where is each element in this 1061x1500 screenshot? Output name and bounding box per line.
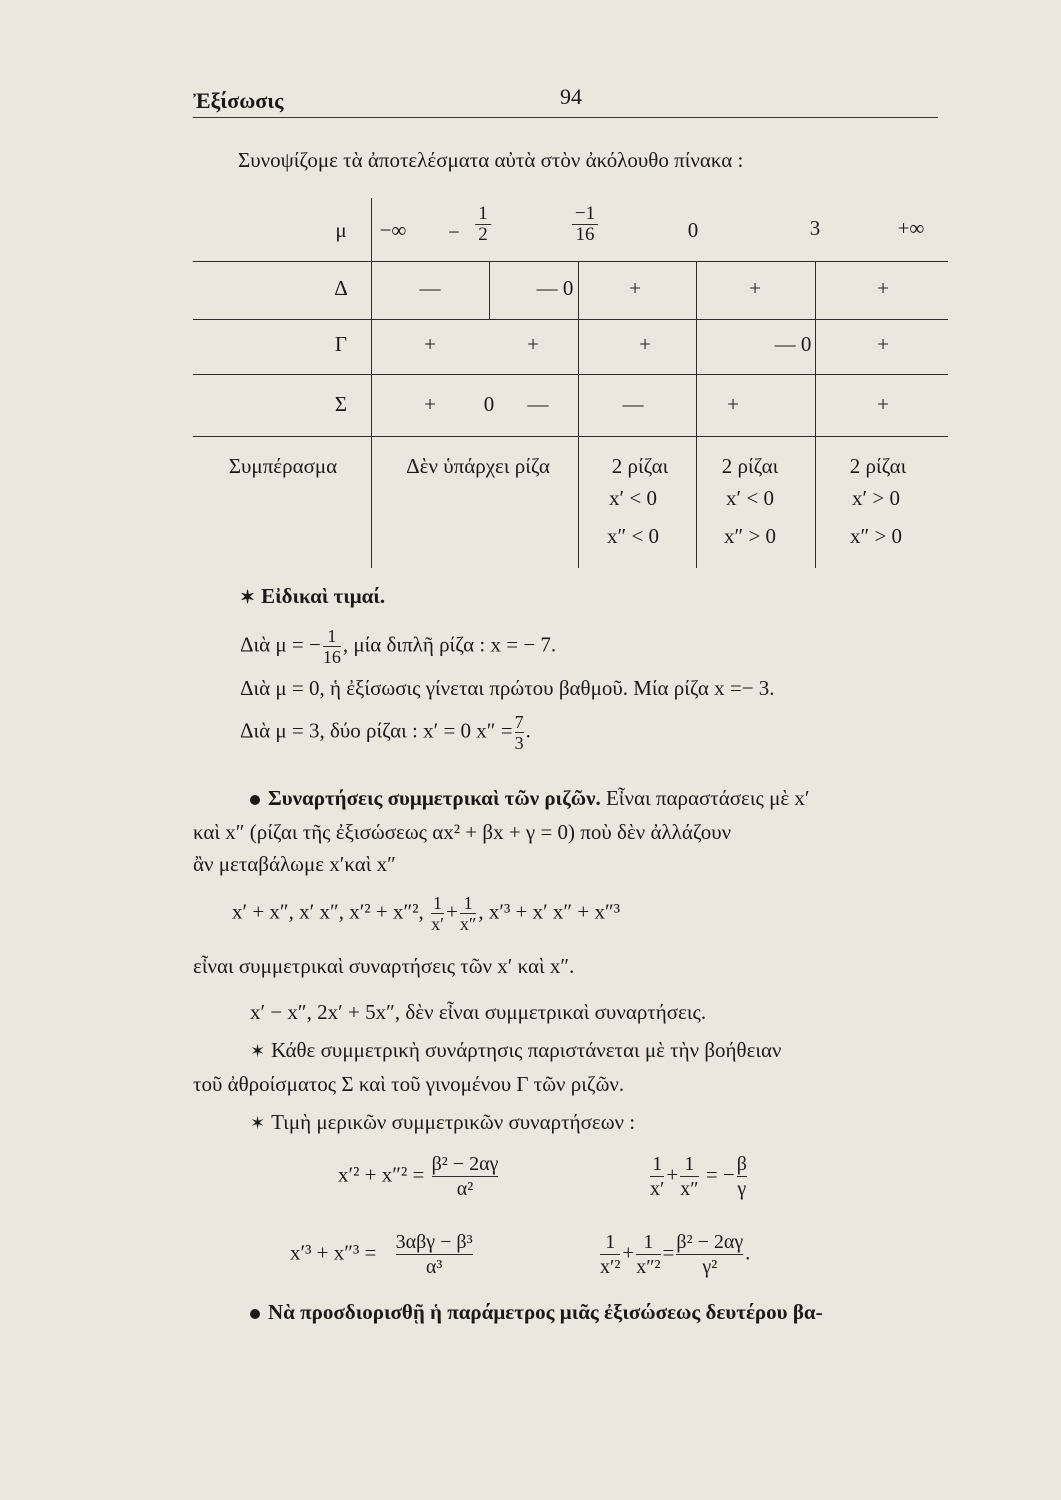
special-l1-num: 1 [327,626,337,646]
symmetric-frac-xp [431,893,444,934]
mu-neg-infinity: −∞ [379,218,407,242]
formula4-frac-a-num: 1 [605,1231,616,1253]
symmetric-p1-rest: Εἶναι παραστάσεις μὲ x′ [600,786,810,810]
header-rule [193,117,938,118]
star-icon: ✶ [240,587,256,607]
mu-three: 3 [809,216,821,240]
delta-cell-4: + [749,276,761,300]
formula1-lhs: x′² + x″² = [338,1162,425,1187]
table-hline-2 [193,319,948,320]
symmetric-paragraph-line-1 [250,786,809,811]
conclusion-two-roots-b: 2 ρίζαι [721,454,779,478]
formula3-num: 3αβγ − β³ [395,1231,473,1253]
sigma-cell-6: + [877,392,889,416]
formula1-fraction [432,1152,499,1201]
formula4-frac-a-den: x′² [600,1256,621,1278]
formula-sum-cubes [290,1230,475,1279]
row-label-delta: Δ [334,276,348,300]
conclusion-c-root2: x″ > 0 [849,524,903,548]
symmetric-expr-a: x′ + x″, x′ x″, x′² + x″², [232,899,424,924]
formula2-frac-a [650,1152,664,1201]
star-icon: ✶ [250,1041,266,1061]
formula4-frac-b-num: 1 [643,1231,654,1253]
sigma-cell-3: — [527,392,549,416]
special-l3-den: 3 [514,733,524,753]
symmetric-frac-xpp [460,893,477,934]
mu-zero: 0 [687,218,699,242]
symmetric-paragraph-line-5: x′ − x″, 2x′ + 5x″, δὲν εἶναι συμμετρικαὶ συναρτήσεις. [250,1000,707,1024]
mu-sixteenth-denominator: 16 [575,224,595,245]
formula2-frac-a-den: x′ [650,1178,665,1200]
table-hline-1 [193,261,948,262]
bullet-icon [250,795,260,805]
formula4-post: . [745,1240,751,1265]
table-vline-labels [371,198,372,568]
delta-cell-1: — [419,276,441,300]
mu-half-numerator: 1 [478,203,488,224]
special-l3-post: . [525,718,531,743]
special-l1-den: 16 [322,647,341,667]
formula4-frac-c-num: β² − 2αγ [676,1231,744,1253]
special-l1-post: , μία διπλῆ ρίζα : x = − 7. [342,632,557,657]
formula4-frac-a [600,1230,620,1279]
sign-table [193,198,948,568]
table-hline-4 [193,436,948,437]
special-line-3 [240,712,531,753]
symmetric-p6-text: Κάθε συμμετρικὴ συνάρτησις παριστάνεται μὲ τὴν βοήθειαν [271,1038,782,1062]
special-l3-fraction [515,712,524,753]
symmetric-paragraph-line-6 [250,1038,782,1063]
table-vline-sixteenth [578,261,579,568]
formula2-frac-b-den: x″ [680,1178,699,1200]
conclusion-a-root1: x′ < 0 [609,486,657,510]
symmetric-heading: Συναρτήσεις συμμετρικαὶ τῶν ριζῶν. [268,786,601,810]
mu-half-denominator: 2 [478,224,488,245]
special-l3-num: 7 [514,712,524,732]
symmetric-paragraph-line-8 [250,1110,635,1135]
row-label-sigma: Σ [334,392,348,416]
conclusion-b-root2: x″ > 0 [723,524,777,548]
formula2-frac-c [737,1152,747,1201]
formula-sum-squares [338,1152,500,1201]
formula2-frac-b-num: 1 [684,1153,695,1175]
symmetric-frac-xpp-num: 1 [463,893,473,913]
symmetric-paragraph-line-2: καὶ x″ (ρίζαι τῆς ἐξισώσεως αx² + βx + γ = 0) ποὺ δὲν ἀλλάζουν [193,820,732,844]
mu-fraction-half [475,204,491,245]
formula2-frac-c-num: β [736,1153,747,1175]
special-line-2: Διὰ μ = 0, ἡ ἐξίσωσις γίνεται πρώτου βαθμοῦ. Μία ρίζα x =− 3. [240,676,775,700]
gamma-cell-4: — 0 [774,332,812,356]
running-title: Ἐξίσωσις [193,88,284,113]
symmetric-paragraph-line-4: εἶναι συμμετρικαὶ συναρτήσεις τῶν x′ καὶ x″. [193,954,575,978]
formula3-fraction [396,1230,473,1279]
delta-cell-3: + [629,276,641,300]
sigma-cell-1: + [424,392,436,416]
star-icon: ✶ [250,1113,266,1133]
bullet-icon [250,1309,260,1319]
page-number: 94 [560,84,582,109]
symmetric-examples [232,893,620,934]
formula4-eq: = [662,1240,675,1265]
row-label-mu: μ [335,218,347,242]
mu-pos-infinity: +∞ [897,216,925,240]
formula2-plus: + [666,1162,679,1187]
special-l1-fraction [323,626,341,667]
special-values-heading [240,584,385,609]
row-label-conclusion: Συμπέρασμα [228,454,338,478]
sigma-cell-4: — [622,392,644,416]
conclusion-c-root1: x′ > 0 [852,486,900,510]
formula-sum-reciprocal-squares [598,1230,750,1279]
special-l1-pre: Διὰ μ = − [240,632,321,657]
symmetric-paragraph-line-3: ἂν μεταβάλωμε x′καὶ x″ [193,852,396,876]
row-label-gamma: Γ [334,332,348,356]
formula2-frac-b [680,1152,698,1201]
conclusion-a-root2: x″ < 0 [606,524,660,548]
formula2-frac-a-num: 1 [652,1153,663,1175]
table-vline-zero [696,261,697,568]
special-l3-pre: Διὰ μ = 3, δύο ρίζαι : x′ = 0 x″ = [240,718,513,743]
formula4-plus: + [622,1240,635,1265]
special-heading-text: Εἰδικαὶ τιμαί. [261,584,386,608]
gamma-cell-3: + [639,332,651,356]
symmetric-p8-text: Τιμὴ μερικῶν συμμετρικῶν συναρτήσεων : [271,1110,636,1134]
formula4-frac-b [636,1230,660,1279]
formula4-frac-b-den: x″² [636,1256,661,1278]
symmetric-frac-xp-num: 1 [433,893,443,913]
formula2-eq: = − [705,1162,735,1187]
symmetric-frac-xp-den: x′ [431,914,444,934]
formula1-num: β² − 2αγ [431,1153,499,1175]
parameter-heading-line [250,1300,823,1325]
formula-sum-reciprocals [648,1152,749,1201]
formula3-den: α³ [425,1256,443,1278]
mu-half-minus: − [448,220,460,244]
formula2-frac-c-den: γ [737,1178,747,1200]
delta-cell-2: — 0 [536,276,574,300]
conclusion-no-root: Δὲν ὑπάρχει ρίζα [406,454,550,478]
sigma-cell-2: 0 [483,392,495,416]
table-vline-half [489,261,490,319]
gamma-cell-1: + [424,332,436,356]
delta-cell-5: + [877,276,889,300]
formula1-den: α² [456,1178,474,1200]
symmetric-frac-xpp-den: x″ [459,914,477,934]
formula4-frac-c-den: γ² [702,1256,718,1278]
mu-fraction-sixteenth [572,204,598,245]
gamma-cell-2: + [527,332,539,356]
gamma-cell-5: + [877,332,889,356]
intro-sentence: Συνοψίζομε τὰ ἀποτελέσματα αὐτὰ στὸν ἀκόλουθο πίνακα : [238,148,744,172]
symmetric-expr-b: , x′³ + x′ x″ + x″³ [478,899,621,924]
parameter-heading-text: Νὰ προσδιορισθῇ ἡ παράμετρος μιᾶς ἐξισώσεως δευτέρου βα- [268,1300,823,1324]
special-line-1 [240,626,556,667]
sigma-cell-5: + [727,392,739,416]
mu-sixteenth-numerator: −1 [574,203,596,224]
symmetric-expr-plus: + [446,899,458,924]
table-hline-3 [193,374,948,375]
symmetric-paragraph-line-7: τοῦ ἀθροίσματος Σ καὶ τοῦ γινομένου Γ τῶν ριζῶν. [193,1072,625,1096]
formula3-lhs: x′³ + x″³ = [290,1240,377,1265]
conclusion-two-roots-a: 2 ρίζαι [611,454,669,478]
conclusion-b-root1: x′ < 0 [726,486,774,510]
table-vline-three [815,261,816,568]
conclusion-two-roots-c: 2 ρίζαι [849,454,907,478]
formula4-frac-c [676,1230,743,1279]
